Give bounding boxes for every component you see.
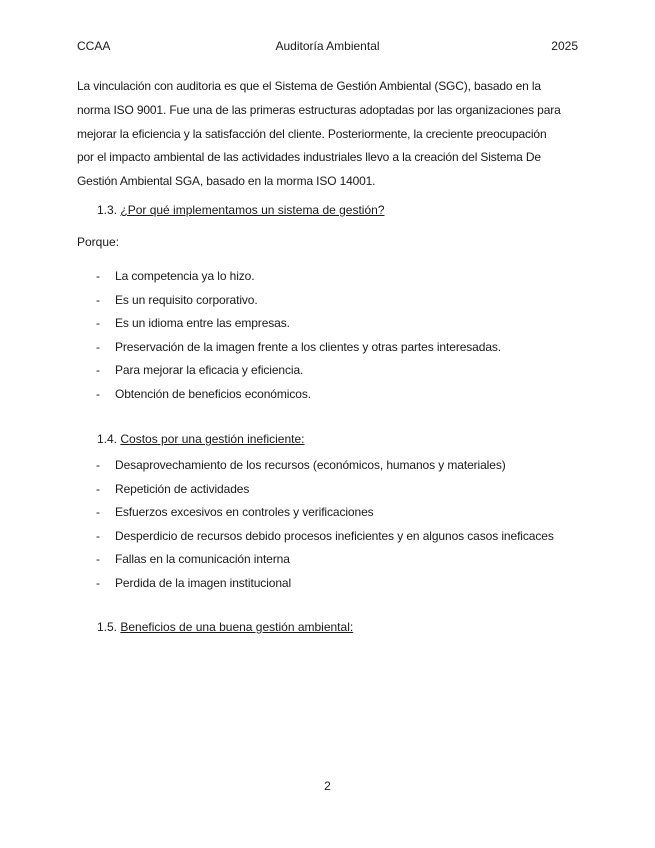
section-number: 1.5. bbox=[97, 620, 118, 634]
list-item-text: Perdida de la imagen institucional bbox=[115, 575, 292, 590]
section-lead-text: Porque: bbox=[77, 235, 120, 249]
list-item-text: Es un idioma entre las empresas. bbox=[115, 316, 290, 331]
section-title: Costos por una gestión ineficiente: bbox=[120, 432, 305, 446]
bullet-dash: - bbox=[96, 575, 100, 590]
list-item-text: Obtención de beneficios económicos. bbox=[115, 386, 311, 401]
bullet-dash: - bbox=[96, 339, 100, 354]
bullet-dash: - bbox=[96, 292, 100, 307]
header-year: 2025 bbox=[551, 39, 578, 53]
intro-line: La vinculación con auditoria es que el Sistema de Gestión Ambiental (SGC), basado en la bbox=[77, 79, 541, 93]
intro-line: Gestión Ambiental SGA, basado en la morma ISO 14001. bbox=[77, 174, 376, 189]
intro-line: norma ISO 9001. Fue una de las primeras estructuras adoptadas por las organizaciones para bbox=[77, 102, 561, 117]
section-title: Beneficios de una buena gestión ambiental: bbox=[120, 620, 354, 634]
section-title: ¿Por qué implementamos un sistema de gestión? bbox=[120, 203, 385, 217]
list-item-text: Desperdicio de recursos debido procesos ineficientes y en algunos casos ineficaces bbox=[115, 528, 554, 543]
page-number: 2 bbox=[324, 779, 331, 793]
page-header bbox=[77, 39, 578, 55]
section-number: 1.3. bbox=[97, 203, 118, 217]
list-item-text: Preservación de la imagen frente a los clientes y otras partes interesadas. bbox=[115, 339, 502, 354]
intro-line: por el impacto ambiental de las actividades industriales llevo a la creación del Sistema De bbox=[77, 150, 541, 165]
list-item-text: Desaprovechamiento de los recursos (económicos, humanos y materiales) bbox=[115, 458, 506, 472]
list-item-text: La competencia ya lo hizo. bbox=[115, 269, 255, 283]
bullet-dash: - bbox=[96, 505, 100, 520]
bullet-dash: - bbox=[96, 363, 100, 378]
bullet-dash: - bbox=[96, 386, 100, 401]
bullet-dash: - bbox=[96, 481, 100, 496]
bullet-dash: - bbox=[96, 316, 100, 331]
section-1-4-heading bbox=[97, 432, 304, 446]
list-item-text: Esfuerzos excesivos en controles y verificaciones bbox=[115, 505, 374, 520]
list-item-text: Repetición de actividades bbox=[115, 481, 250, 496]
section-1-5-heading bbox=[97, 620, 353, 634]
list-item-text: Es un requisito corporativo. bbox=[115, 292, 258, 307]
section-1-3-heading bbox=[97, 203, 385, 217]
header-left: CCAA bbox=[77, 39, 111, 53]
intro-paragraph bbox=[77, 75, 578, 194]
list-item-text: Fallas en la comunicación interna bbox=[115, 552, 290, 567]
bullet-dash: - bbox=[96, 552, 100, 567]
bullet-dash: - bbox=[96, 528, 100, 543]
header-title: Auditoría Ambiental bbox=[275, 39, 380, 53]
section-number: 1.4. bbox=[97, 432, 118, 446]
list-item-text: Para mejorar la eficacia y eficiencia. bbox=[115, 363, 304, 378]
bullet-dash: - bbox=[96, 458, 100, 472]
intro-line: mejorar la eficiencia y la satisfacción del cliente. Posteriormente, la creciente preocupación bbox=[77, 126, 547, 141]
bullet-dash: - bbox=[96, 269, 100, 283]
